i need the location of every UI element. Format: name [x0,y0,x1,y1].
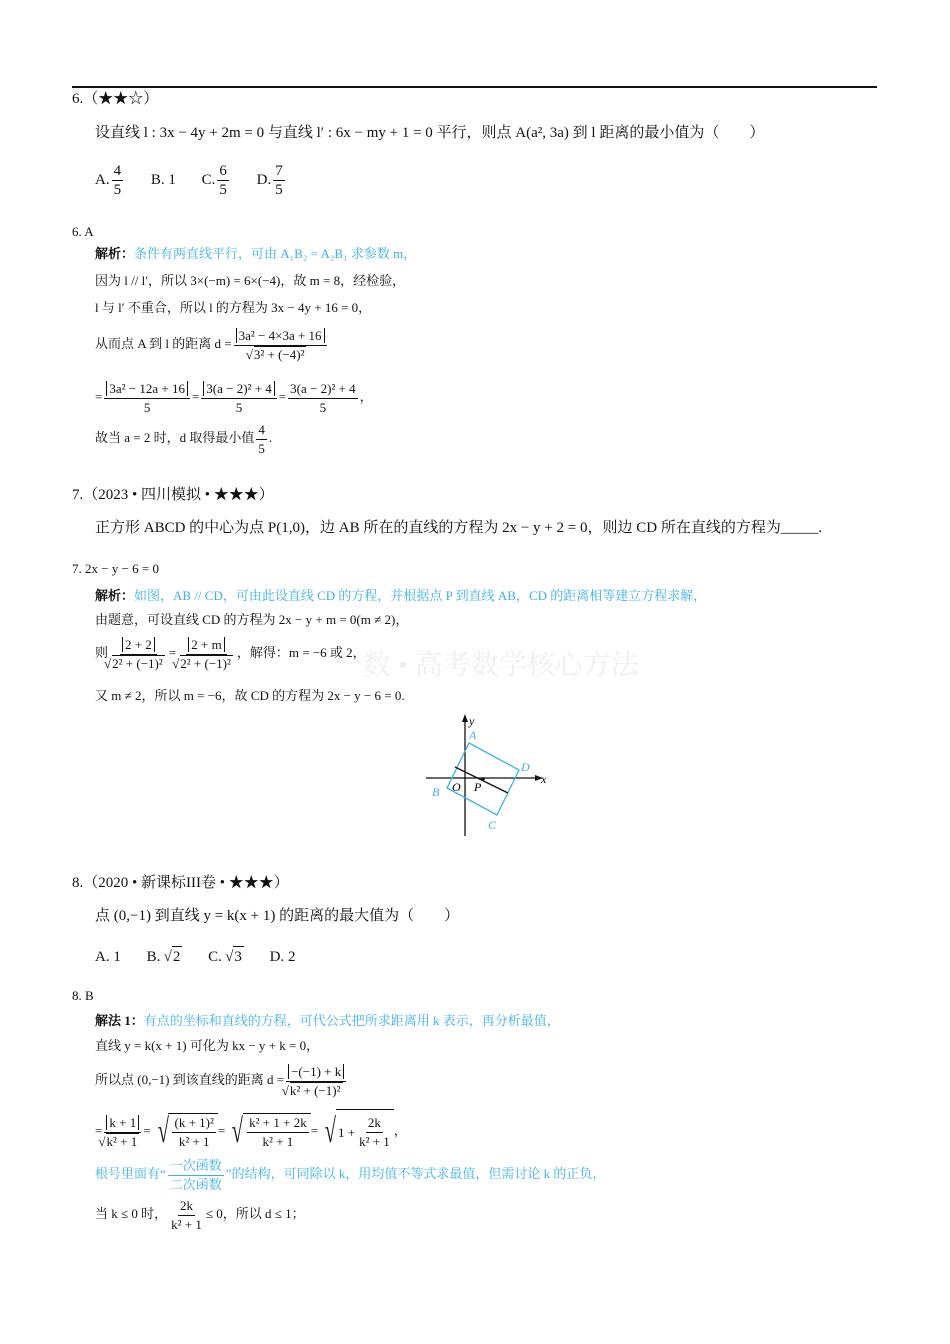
equals: = [143,1123,151,1138]
numerator: k + 1 [106,1115,139,1130]
q6-stem: 设直线 l : 3x − 4y + 2m = 0 与直线 l′ : 6x − my + 1 = 0 平行，则点 A(a², 3a) 到 l 距离的最小值为（ ） [95,125,765,141]
text: 则 [95,645,109,660]
denominator: 5 [219,181,227,198]
a7-line1: 由题意，可设直线 CD 的方程为 2x − y + m = 0(m ≠ 2)， [95,612,409,627]
equals: = [191,389,200,404]
text: 根号里面有“ [95,1166,166,1181]
denominator: 5 [143,399,151,415]
denominator: k² + 1 [262,1134,294,1150]
radical: √ 1 + $\frac{2k}{\text{k² + 1}}$ [321,1109,394,1156]
equals: = [278,389,287,404]
text: 从而点 A 到 l 的距离 d = [95,336,232,351]
option-label: C. [201,172,216,188]
a8-line1: 直线 y = k(x + 1) 可化为 kx − y + k = 0， [95,1038,320,1053]
a8-hint2 [95,1154,605,1194]
y-label: y [469,714,475,728]
numerator: 3a² − 4×3a + 16 [236,328,325,343]
text: ”的结构，可同除以 k，用均值不等式求最值，但需讨论 k 的正负， [225,1166,606,1181]
numerator: (k + 1)² [172,1114,215,1133]
option-label: B. [146,948,161,965]
numerator: 4 [256,421,267,440]
numerator: 一次函数 [168,1157,224,1176]
denominator: k² + 1 [359,1134,390,1150]
q6-difficulty: （★★☆） [83,91,159,107]
option-value: 2 [287,948,296,965]
denominator: 5 [275,181,283,198]
option-value: √ 2 [172,946,183,967]
option-label: D. [256,172,272,188]
q8-tag: （2020 • 新课标III卷 • ★★★） [83,875,289,891]
comma: ， [359,389,373,404]
denominator: 5 [235,399,243,415]
q6-number: 6. [72,91,84,107]
q8-number: 8. [72,875,84,891]
label-c: C [488,818,497,832]
numerator: 2k [366,1114,383,1133]
numerator: 6 [219,162,227,179]
option-label: B. [150,172,165,188]
y-arrow-icon [462,714,468,722]
period: . [268,430,273,445]
method-label: 解法 1： [95,1013,144,1028]
method-hint: 有点的坐标和直线的方程，可代公式把所求距离用 k 表示，再分析最值， [143,1013,560,1028]
denominator: √ 2² + (−1)² [180,655,233,671]
q8-options [95,946,317,967]
denominator: k² + 1 [171,1216,202,1232]
q8-option-d [270,947,296,967]
numerator: 4 [113,162,122,179]
text: ≤ 0，所以 d ≤ 1； [205,1206,305,1221]
numerator: k² + 1 + 2k [247,1114,309,1133]
option-value: 1 [168,172,176,188]
option-value: √ 3 [233,946,244,967]
a6-line2: l 与 l′ 不重合，所以 l 的方程为 3x − 4y + 16 = 0， [95,300,372,315]
a7-answer: 7. 2x − y − 6 = 0 [72,561,159,576]
label-b: B [432,785,440,799]
numerator: 2 + 2 [122,637,155,652]
q8-header [72,873,289,893]
a8-method [95,1011,560,1031]
option-label: C. [208,948,222,965]
q8-option-c [208,946,244,967]
denominator: 5 [113,181,122,198]
q8-stem: 点 (0,−1) 到直线 y = k(x + 1) 的距离的最大值为（ ） [95,908,460,924]
watermark: 一数 • 高考数学核心方法 [335,650,639,681]
text: 当 k ≤ 0 时， [95,1206,168,1221]
text: 故当 a = 2 时，d 取得最小值 [95,430,255,445]
option-label: A. [95,948,110,965]
radical: √ $\frac{\text{k² + 1 + 2k}}{\text{k² + 1}}$ [228,1113,310,1151]
option-label: D. [269,948,285,965]
comma: ， [393,1123,407,1138]
analysis-label: 解析： [95,588,135,603]
q7-number: 7. [72,487,84,503]
a8-line4 [95,1194,305,1234]
denominator: k² + 1 [178,1134,210,1150]
q8-option-a [95,947,121,967]
q7-stem: 正方形 ABCD 的中心为点 P(1,0)，边 AB 所在的直线的方程为 2x − y + 2 = 0，则边 CD 所在直线的方程为_____. [95,520,823,536]
denominator: √ k² + 1 [106,1133,139,1149]
numerator: 3a² − 12a + 16 [106,381,188,396]
text: 所以点 (0,−1) 到该直线的距离 d = [95,1072,285,1087]
a8-answer: 8. B [72,988,94,1003]
option-value: 1 [113,948,121,965]
denominator: 5 [258,440,265,456]
x-label: x [541,772,547,786]
text: 1 + [337,1124,356,1140]
q7-tag: （2023 • 四川模拟 • ★★★） [83,487,274,503]
text: ，解得：m = −6 或 2， [236,645,366,660]
numerator: 2 + m [188,637,224,652]
analysis-label: 解析： [95,246,135,261]
equals: = [310,1123,319,1138]
equals: = [217,1123,226,1138]
analysis-hint: 如图，AB // CD，可由此设直线 CD 的方程，并根据点 P 到直线 AB，CD 的距离相等建立方程求解， [134,588,707,603]
label-a: A [469,728,477,742]
numerator: 3(a − 2)² + 4 [203,381,275,396]
a7-line2: 则 2 + 2 √ 2² + (−1)² = 2 + m √ 2² + (−1)² ，解得：m = −6 或 2， [95,632,366,674]
segment-through-p [455,767,508,793]
a8-line3 [95,1108,407,1156]
a7-line3: 又 m ≠ 2，所以 m = −6，故 CD 的方程为 2x − y − 6 = 0. [95,688,405,703]
q8-option-b [147,946,183,967]
numerator: 2k [178,1197,195,1216]
denominator: 5 [319,399,327,415]
label-p: P [474,780,482,794]
equals: = [95,389,103,404]
denominator: √ 2² + (−1)² [112,655,165,671]
numerator: 7 [275,162,283,179]
denominator: √ k² + (−1)² [290,1082,343,1098]
a8-line2 [95,1059,348,1101]
numerator: 3(a − 2)² + 4 [288,380,358,399]
denominator: 二次函数 [169,1176,222,1192]
label-o: O [452,780,461,794]
analysis-hint: 条件有两直线平行，可由 A₁B₂ = A₂B₁ 求参数 m， [134,246,417,261]
a6-line1: 因为 l // l′，所以 3×(−m) = 6×(−4)，故 m = 8，经检验， [95,273,406,288]
numerator: −(−1) + k [288,1064,344,1079]
option-label: A. [95,172,110,188]
denominator: √ 3² + (−4)² [254,346,307,362]
radical: √ $\frac{\text{(k + 1)²}}{\text{k² + 1}}$ [154,1113,218,1151]
a6-answer: 6. A [72,224,94,239]
point-p [481,777,485,781]
equals: = [95,1123,103,1138]
label-d: D [521,760,530,774]
